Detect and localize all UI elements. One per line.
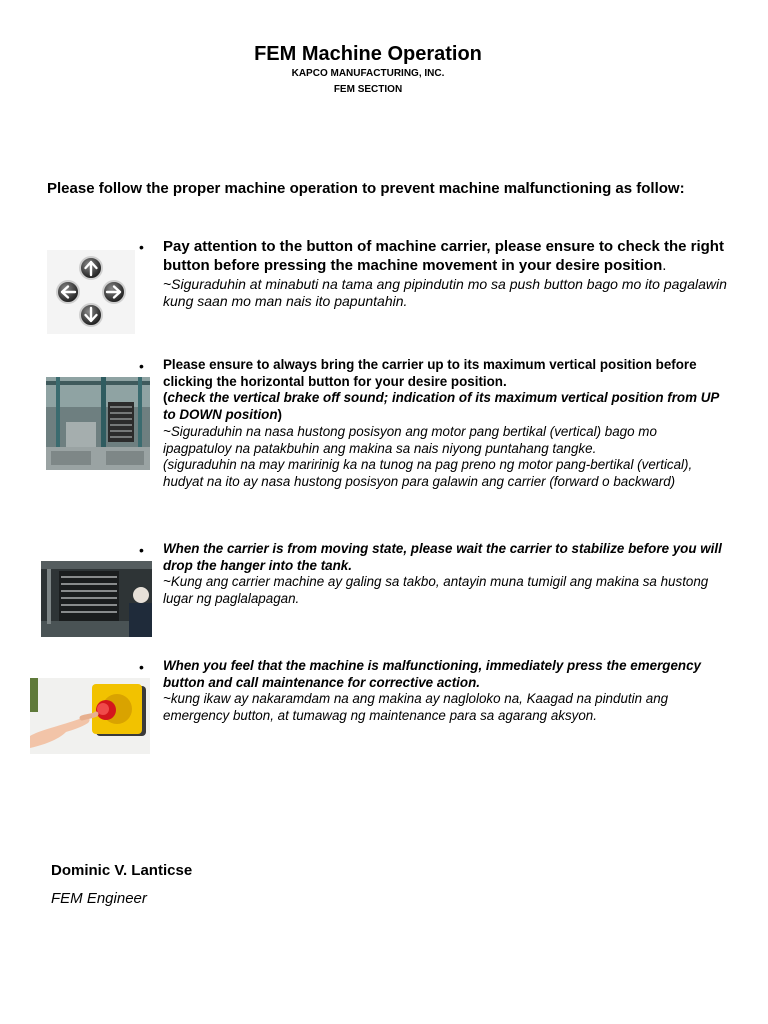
emergency-stop-icon	[30, 678, 150, 754]
instruction-1-text: Pay attention to the button of machine carrier, please ensure to check the right button before pressing the machine movement in your desire position	[163, 238, 724, 274]
instruction-item-2	[163, 357, 728, 491]
instruction-4-text: When you feel that the machine is malfunctioning, immediately press the emergency button and call maintenance for corrective action.	[163, 658, 701, 690]
company-name: KAPCO MANUFACTURING, INC.	[291, 68, 445, 79]
instruction-item-3	[163, 541, 728, 608]
instruction-2-note: check the vertical brake off sound; indication of its maximum vertical position from UP to DOWN position	[163, 390, 719, 423]
bullet-icon: •	[139, 542, 144, 558]
signatory-name: Dominic V. Lanticse	[51, 862, 193, 879]
instruction-4-translation: ~kung ikaw ay nakaramdam na ang makina ay nagloloko na, Kaagad na pindutin ang emergency button, at tumawag ng maintenance para sa agarang aksyon.	[163, 691, 669, 724]
instruction-item-4	[163, 658, 728, 725]
section-name: FEM SECTION	[333, 84, 403, 95]
bullet-icon: •	[139, 239, 144, 255]
instruction-2-paren-close: )	[277, 407, 283, 423]
emergency-button-image	[30, 678, 150, 754]
direction-pad-icon	[47, 250, 135, 334]
factory-line-image	[46, 377, 150, 470]
instruction-3-translation: ~Kung ang carrier machine ay galing sa takbo, antayin muna tumigil ang makina sa hustong lugar ng paglalapagan.	[163, 574, 709, 607]
carrier-hanger-image	[41, 561, 152, 637]
instruction-1-period: .	[662, 256, 667, 274]
arrow-buttons-image	[47, 250, 135, 334]
instruction-item-1	[163, 238, 728, 309]
instruction-1-translation: ~Siguraduhin at minabuti na tama ang pipindutin mo sa push button bago mo ito pagalawin kung saan mo man nais ito papuntahin.	[163, 276, 727, 309]
signatory-role: FEM Engineer	[51, 890, 147, 907]
bullet-icon: •	[139, 659, 144, 675]
bullet-icon: •	[139, 358, 144, 374]
document-title: FEM Machine Operation	[254, 43, 482, 65]
instruction-2-text: Please ensure to always bring the carrier up to its maximum vertical position before clicking the horizontal button for your desire position.	[163, 357, 697, 389]
instruction-3-text: When the carrier is from moving state, please wait the carrier to stabilize before you will drop the hanger into the tank.	[163, 541, 722, 573]
instruction-2-translation: ~Siguraduhin na nasa hustong posisyon ang motor pang bertikal (vertical) bago mo ipagpatuloy na patakbuhin ang makina sa nais niyong puntahang tangke.	[163, 423, 657, 456]
instruction-2-paren-open: (	[163, 390, 168, 406]
instruction-2-translation-note: (siguraduhin na may maririnig ka na tunog na pag preno ng motor pang-bertikal (vertical), hudyat na ito ay nasa hustong posisyon para galawin ang carrier (forward o backward)	[163, 457, 693, 489]
intro-text: Please follow the proper machine operation to prevent machine malfunctioning as follow:	[47, 180, 685, 197]
